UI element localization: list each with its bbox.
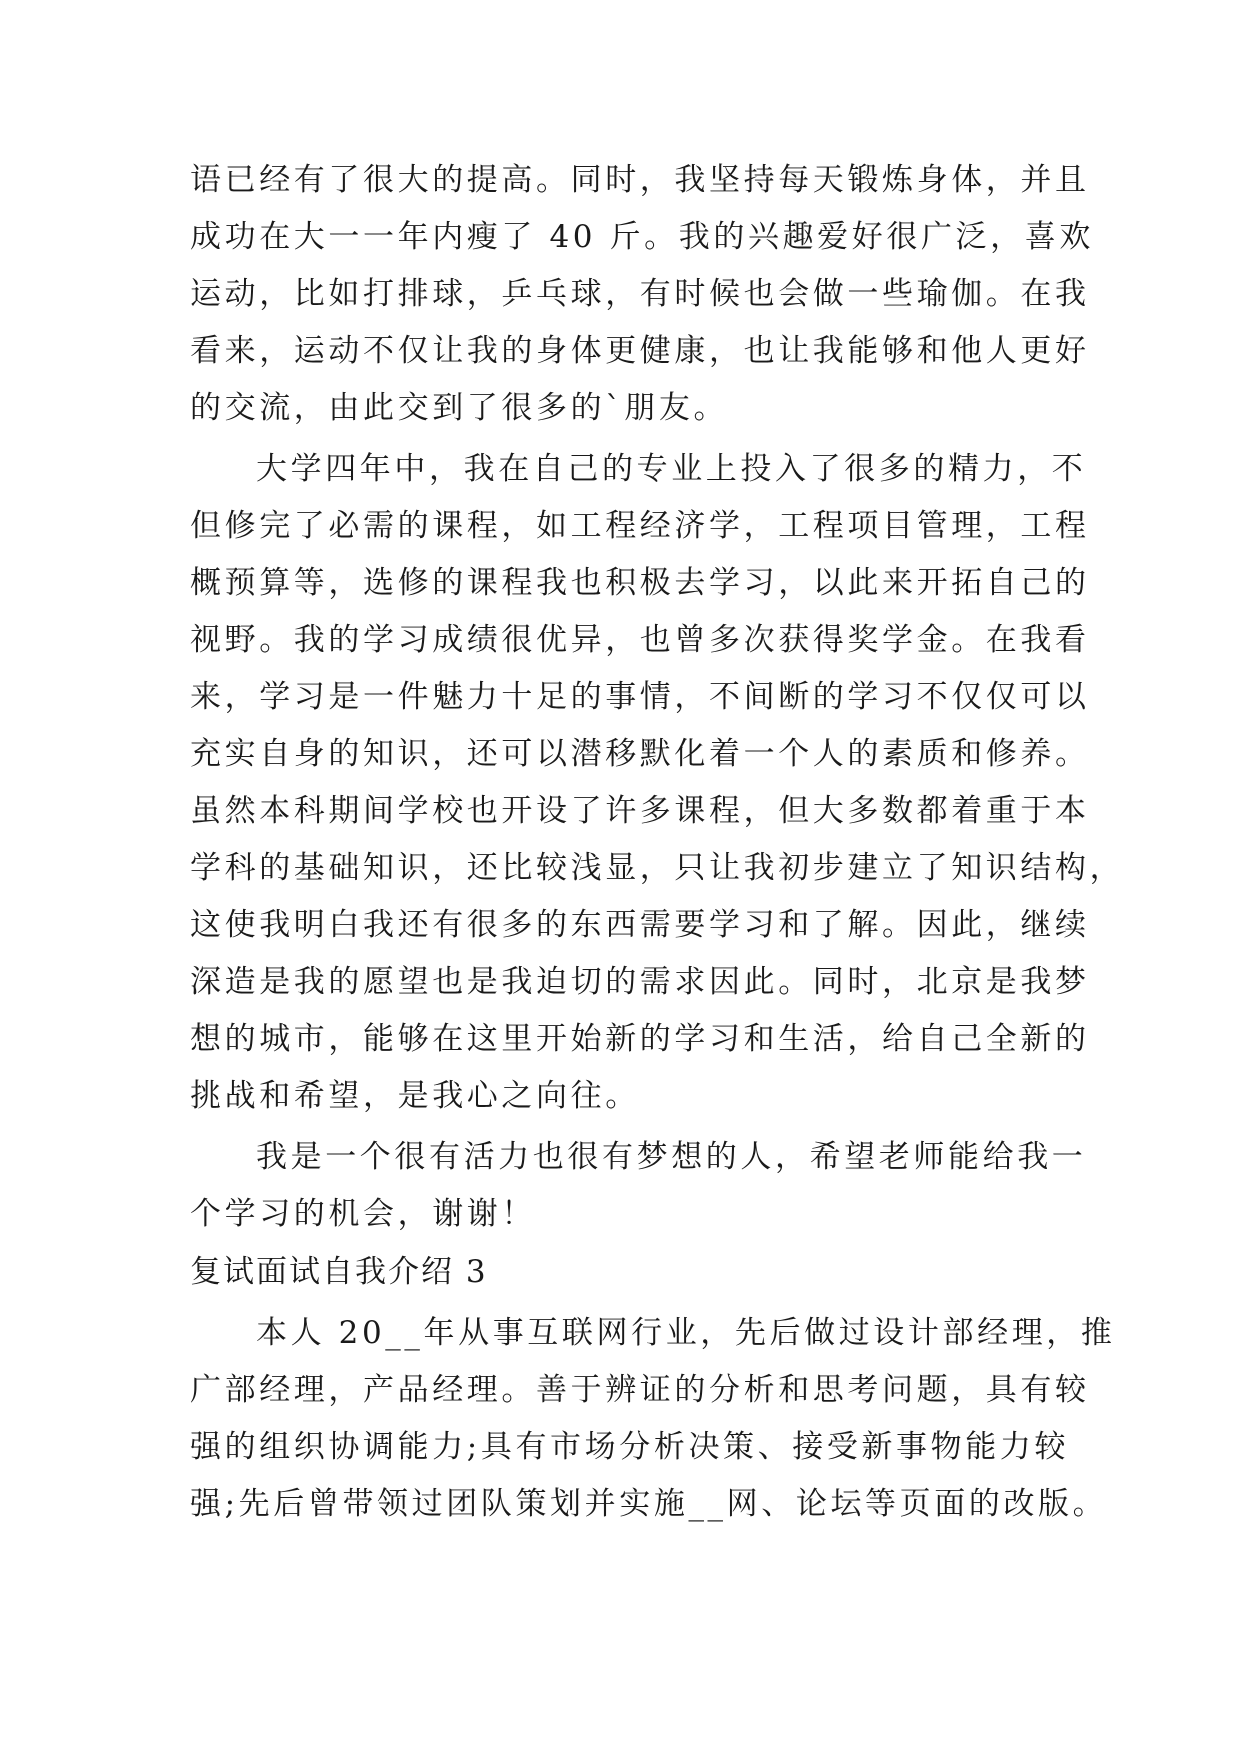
paragraph-first-line: 我是一个很有活力也很有梦想的人，希望老师能给我一 — [256, 1139, 1087, 1175]
text-line: 广部经理，产品经理。善于辨证的分析和思考问题，具有较 — [190, 1372, 1090, 1408]
text-line: 的交流，由此交到了很多的`朋友。 — [190, 390, 729, 426]
text-line: 但修完了必需的课程，如工程经济学，工程项目管理，工程 — [190, 508, 1090, 544]
text-line: 视野。我的学习成绩很优异，也曾多次获得奖学金。在我看 — [190, 622, 1090, 658]
text-line: 想的城市，能够在这里开始新的学习和生活，给自己全新的 — [190, 1021, 1090, 1057]
text-line: 深造是我的愿望也是我迫切的需求因此。同时，北京是我梦 — [190, 964, 1090, 1000]
text-line: 来，学习是一件魅力十足的事情，不间断的学习不仅仅可以 — [190, 679, 1090, 715]
text-line: 虽然本科期间学校也开设了许多课程，但大多数都着重于本 — [190, 793, 1090, 829]
paragraph-first-line: 大学四年中，我在自己的专业上投入了很多的精力，不 — [256, 451, 1087, 487]
section-heading: 复试面试自我介绍 3 — [190, 1254, 488, 1290]
text-line: 挑战和希望，是我心之向往。 — [190, 1078, 640, 1114]
text-line: 语已经有了很大的提高。同时，我坚持每天锻炼身体，并且 — [190, 162, 1090, 198]
paragraph-first-line: 本人 20__年从事互联网行业，先后做过设计部经理，推 — [256, 1315, 1116, 1351]
text-line: 看来，运动不仅让我的身体更健康，也让我能够和他人更好 — [190, 333, 1090, 369]
text-line: 这使我明白我还有很多的东西需要学习和了解。因此，继续 — [190, 907, 1090, 943]
text-line: 强;先后曾带领过团队策划并实施__网、论坛等页面的改版。 — [190, 1486, 1108, 1522]
text-line: 概预算等，选修的课程我也积极去学习，以此来开拓自己的 — [190, 565, 1090, 601]
text-line: 成功在大一一年内瘦了 40 斤。我的兴趣爱好很广泛，喜欢 — [190, 219, 1094, 255]
text-line: 学科的基础知识，还比较浅显，只让我初步建立了知识结构， — [190, 850, 1125, 886]
text-line: 强的组织协调能力;具有市场分析决策、接受新事物能力较 — [190, 1429, 1070, 1465]
text-line: 运动，比如打排球，乒乓球，有时候也会做一些瑜伽。在我 — [190, 276, 1090, 312]
text-line: 充实自身的知识，还可以潜移默化着一个人的素质和修养。 — [190, 736, 1090, 772]
text-line: 个学习的机会，谢谢！ — [190, 1196, 536, 1232]
